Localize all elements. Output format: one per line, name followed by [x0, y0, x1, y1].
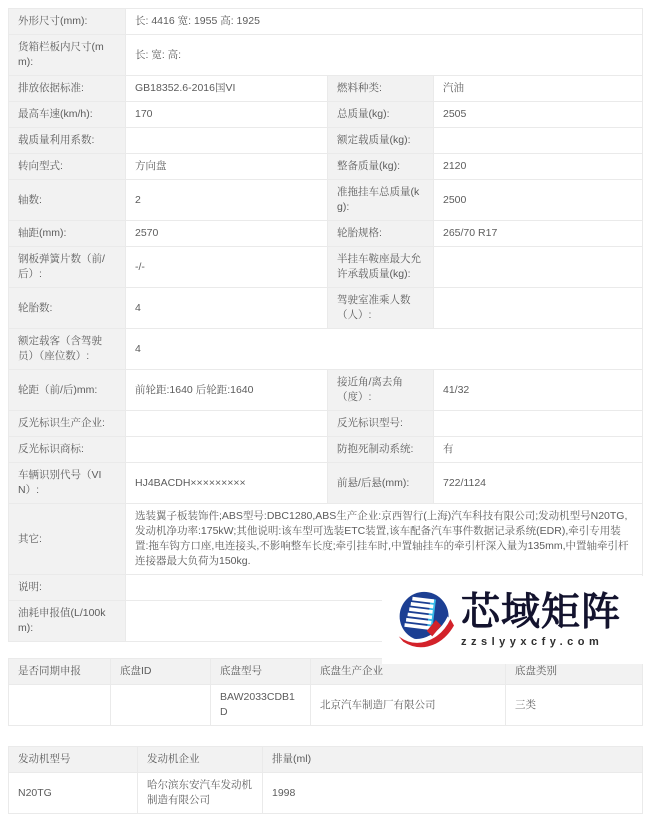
- spec-value: HJ4BACDH×××××××××: [126, 463, 328, 504]
- engine-header-cell: 排量(ml): [263, 747, 643, 773]
- engine-cell: 1998: [263, 773, 643, 814]
- table-spacer: [8, 726, 642, 746]
- engine-cell: 哈尔滨东安汽车发动机制造有限公司: [138, 773, 263, 814]
- spec-row-other: [9, 504, 643, 575]
- engine-header-cell: 发动机企业: [138, 747, 263, 773]
- spec-label: 驾驶室准乘人数（人）:: [328, 288, 434, 329]
- spec-row: [9, 128, 643, 154]
- building-check-logo-icon: [396, 589, 454, 651]
- engine-header-row: [9, 747, 643, 773]
- spec-value-other-text: 选装翼子板装饰件;ABS型号:DBC1280,ABS生产企业:京西智行(上海)汽车科技有限公司;发动机型号N20TG,发动机净功率:175kW;其他说明:该车型可选装ETC装置,该车配备汽车事件数据记录系统(EDR),牵引专用装置:拖车钩方口座,电连接头,不影响整车长度;牵引挂车时,中置轴挂车的牵引杆深入量为135mm,中置轴牵引杆连接器最大负荷为150kg.: [126, 504, 643, 575]
- watermark-title: 芯域矩阵: [461, 590, 622, 634]
- spec-label: 反光标识生产企业:: [9, 411, 126, 437]
- spec-row: [9, 437, 643, 463]
- spec-value: 2120: [434, 154, 643, 180]
- spec-value: [434, 411, 643, 437]
- spec-label: 轴数:: [9, 180, 126, 221]
- spec-row: [9, 370, 643, 411]
- spec-table: [8, 8, 643, 642]
- engine-table: [8, 746, 643, 814]
- engine-header-cell: 发动机型号: [9, 747, 138, 773]
- spec-label: 准拖挂车总质量(kg):: [328, 180, 434, 221]
- spec-label: 额定载客（含驾驶员）（座位数）:: [9, 329, 126, 370]
- chassis-header-cell: 是否同期申报: [9, 659, 111, 685]
- spec-label: 货箱栏板内尺寸(mm):: [9, 35, 126, 76]
- chassis-cell: BAW2033CDB1D: [211, 685, 311, 726]
- spec-label: 反光标识商标:: [9, 437, 126, 463]
- spec-value: 2570: [126, 221, 328, 247]
- spec-label: 其它:: [9, 504, 126, 575]
- spec-label: 排放依据标准:: [9, 76, 126, 102]
- chassis-header-cell: 底盘型号: [211, 659, 311, 685]
- spec-value: 170: [126, 102, 328, 128]
- spec-label: 燃料种类:: [328, 76, 434, 102]
- spec-row: [9, 463, 643, 504]
- chassis-header-cell: 底盘ID: [111, 659, 211, 685]
- chassis-cell: 北京汽车制造厂有限公司: [311, 685, 506, 726]
- chassis-cell: 三类: [506, 685, 643, 726]
- spec-label: 车辆识别代号（VIN）:: [9, 463, 126, 504]
- spec-value: 4: [126, 288, 328, 329]
- chassis-cell: [111, 685, 211, 726]
- spec-label: 说明:: [9, 575, 126, 601]
- spec-row: [9, 247, 643, 288]
- spec-value: 722/1124: [434, 463, 643, 504]
- spec-value: 前轮距:1640 后轮距:1640: [126, 370, 328, 411]
- engine-cell: N20TG: [9, 773, 138, 814]
- spec-value: 长: 宽: 高:: [126, 35, 643, 76]
- spec-value: 有: [434, 437, 643, 463]
- chassis-table: [8, 658, 643, 726]
- spec-label: 防抱死制动系统:: [328, 437, 434, 463]
- spec-value: 41/32: [434, 370, 643, 411]
- spec-row: [9, 288, 643, 329]
- watermark-text: [461, 590, 622, 648]
- spec-row: [9, 154, 643, 180]
- spec-row: [9, 9, 643, 35]
- spec-row: [9, 76, 643, 102]
- spec-row: [9, 411, 643, 437]
- chassis-data-row: [9, 685, 643, 726]
- spec-label: 总质量(kg):: [328, 102, 434, 128]
- spec-value: 2500: [434, 180, 643, 221]
- spec-value: 汽油: [434, 76, 643, 102]
- chassis-header-cell: 底盘类别: [506, 659, 643, 685]
- spec-row: [9, 35, 643, 76]
- spec-label: 额定载质量(kg):: [328, 128, 434, 154]
- spec-label: 钢板弹簧片数（前/后）:: [9, 247, 126, 288]
- spec-value: [434, 288, 643, 329]
- chassis-cell: [9, 685, 111, 726]
- spec-label: 轮胎规格:: [328, 221, 434, 247]
- spec-label: 载质量利用系数:: [9, 128, 126, 154]
- watermark-domain: zzslyyxcfy.com: [461, 635, 604, 648]
- spec-value: [434, 128, 643, 154]
- spec-value: [434, 247, 643, 288]
- spec-value: -/-: [126, 247, 328, 288]
- spec-label: 轮胎数:: [9, 288, 126, 329]
- spec-label: 前悬/后悬(mm):: [328, 463, 434, 504]
- spec-label: 反光标识型号:: [328, 411, 434, 437]
- watermark: [382, 576, 650, 664]
- spec-label: 接近角/离去角（度）:: [328, 370, 434, 411]
- spec-row: [9, 180, 643, 221]
- spec-row: [9, 221, 643, 247]
- spec-label: 半挂车鞍座最大允许承载质量(kg):: [328, 247, 434, 288]
- spec-value: 2505: [434, 102, 643, 128]
- spec-label: 轴距(mm):: [9, 221, 126, 247]
- spec-value: 4: [126, 329, 643, 370]
- spec-label: 最高车速(km/h):: [9, 102, 126, 128]
- chassis-header-cell: 底盘生产企业: [311, 659, 506, 685]
- spec-row: [9, 102, 643, 128]
- spec-value: [126, 437, 328, 463]
- engine-data-row: [9, 773, 643, 814]
- spec-value: 265/70 R17: [434, 221, 643, 247]
- spec-row: [9, 329, 643, 370]
- spec-label: 整备质量(kg):: [328, 154, 434, 180]
- spec-value: 方向盘: [126, 154, 328, 180]
- spec-value: 长: 4416 宽: 1955 高: 1925: [126, 9, 643, 35]
- spec-value: [126, 128, 328, 154]
- spec-label: 油耗申报值(L/100km):: [9, 601, 126, 642]
- spec-label: 外形尺寸(mm):: [9, 9, 126, 35]
- spec-value: GB18352.6-2016国VI: [126, 76, 328, 102]
- spec-value: [126, 411, 328, 437]
- spec-value: 2: [126, 180, 328, 221]
- spec-label: 轮距（前/后)mm:: [9, 370, 126, 411]
- spec-label: 转向型式:: [9, 154, 126, 180]
